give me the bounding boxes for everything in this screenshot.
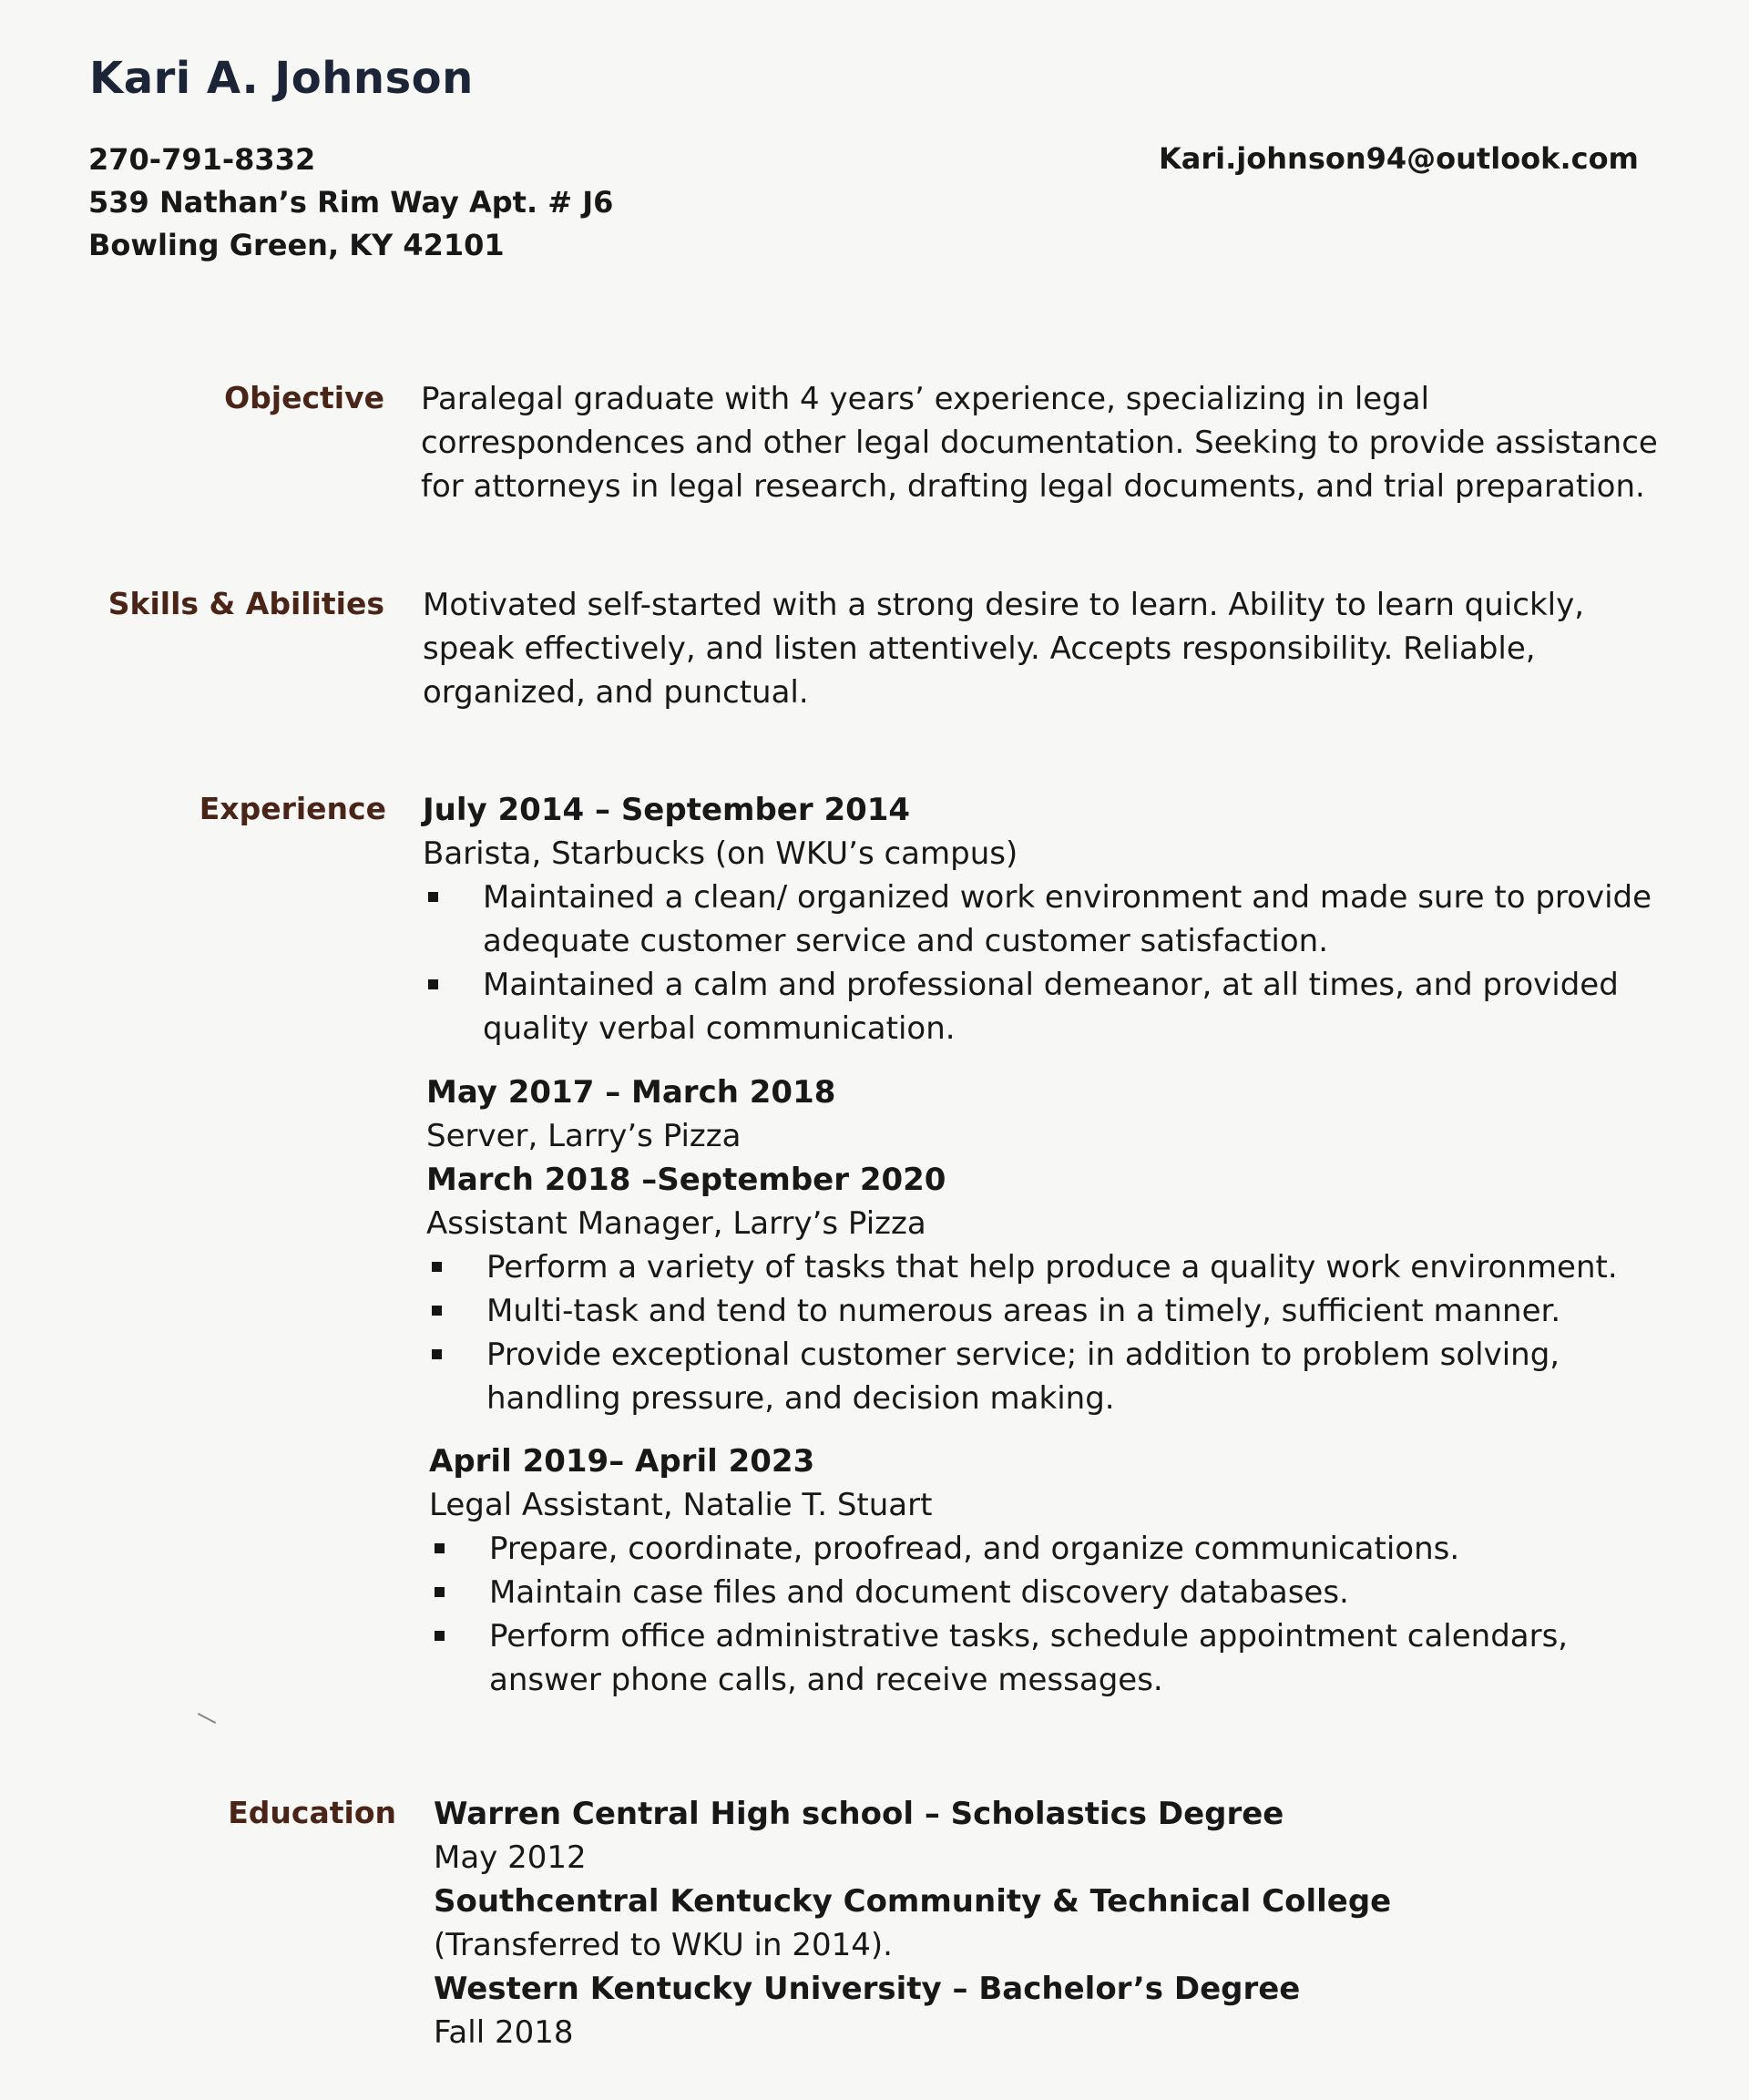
objective-line: correspondences and other legal documentation. Seeking to provide assistance: [421, 425, 1658, 461]
bullet-line: Multi-task and tend to numerous areas in a timely, sufficient manner.: [486, 1293, 1561, 1329]
job-bullet: [423, 876, 1652, 963]
education-school: Warren Central High school – Scholastics Degree: [434, 1796, 1284, 1832]
square-bullet-icon: [435, 1587, 445, 1597]
job-bullet-list: [426, 1245, 1618, 1420]
contact-block: [88, 138, 613, 267]
bullet-line: Provide exceptional customer service; in addition to problem solving,: [486, 1337, 1560, 1373]
job-date: May 2017 – March 2018: [426, 1074, 836, 1111]
square-bullet-icon: [432, 1306, 442, 1316]
job-bullet: [426, 1289, 1618, 1333]
job-entry: [429, 1439, 1568, 1702]
job-bullet-list: [423, 876, 1652, 1050]
scan-artifact: [198, 1713, 216, 1724]
job-date: July 2014 – September 2014: [423, 792, 911, 828]
education-school: Southcentral Kentucky Community & Technical College: [434, 1883, 1392, 1920]
objective-line: Paralegal graduate with 4 years’ experience, specializing in legal: [421, 381, 1430, 417]
experience-label: Experience: [199, 791, 386, 826]
education-detail: May 2012: [434, 1839, 587, 1876]
job-bullet: [423, 963, 1652, 1050]
education-detail: (Transferred to WKU in 2014).: [434, 1927, 893, 1963]
job-title: Legal Assistant, Natalie T. Stuart: [429, 1487, 933, 1523]
education-detail: Fall 2018: [434, 2014, 574, 2051]
education-school: Western Kentucky University – Bachelor’s Degree: [434, 1971, 1301, 2007]
education-label: Education: [228, 1795, 396, 1830]
job-bullet: [426, 1333, 1618, 1420]
candidate-name: Kari A. Johnson: [89, 53, 474, 104]
job-bullet-list: [429, 1527, 1568, 1702]
objective-line: for attorneys in legal research, drafting legal documents, and trial preparation.: [421, 468, 1645, 505]
bullet-line: Maintained a calm and professional demeanor, at all times, and provided: [483, 967, 1619, 1003]
bullet-line: Prepare, coordinate, proofread, and organize communications.: [489, 1531, 1460, 1567]
job-bullet: [429, 1614, 1568, 1702]
square-bullet-icon: [432, 1349, 442, 1359]
job-title: Barista, Starbucks (on WKU’s campus): [423, 835, 1018, 872]
skills-body: [423, 583, 1584, 714]
square-bullet-icon: [428, 892, 438, 902]
objective-label: Objective: [224, 380, 384, 415]
address-line-1: 539 Nathan’s Rim Way Apt. # J6: [88, 185, 614, 220]
job-bullet: [426, 1245, 1618, 1289]
job-bullet: [429, 1571, 1568, 1614]
square-bullet-icon: [435, 1631, 445, 1641]
job-bullet: [429, 1527, 1568, 1571]
bullet-line: Perform office administrative tasks, schedule appointment calendars,: [489, 1618, 1569, 1654]
square-bullet-icon: [428, 979, 438, 989]
phone-number: 270-791-8332: [88, 142, 316, 177]
bullet-line: quality verbal communication.: [483, 1010, 956, 1047]
square-bullet-icon: [435, 1543, 445, 1553]
job-date: April 2019– April 2023: [429, 1443, 815, 1480]
address-line-2: Bowling Green, KY 42101: [88, 228, 505, 262]
skills-line: speak effectively, and listen attentively. Accepts responsibility. Reliable,: [423, 630, 1536, 667]
bullet-line: Maintained a clean/ organized work environment and made sure to provide: [483, 879, 1652, 916]
skills-line: Motivated self-started with a strong desire to learn. Ability to learn quickly,: [423, 587, 1585, 623]
bullet-line: adequate customer service and customer satisfaction.: [483, 923, 1329, 959]
objective-body: [421, 377, 1658, 508]
bullet-line: answer phone calls, and receive messages.: [489, 1662, 1163, 1698]
job-entry: [423, 788, 1652, 1050]
job-title: Server, Larry’s Pizza: [426, 1118, 742, 1154]
bullet-line: Perform a variety of tasks that help produce a quality work environment.: [486, 1249, 1618, 1286]
skills-label: Skills & Abilities: [107, 586, 384, 621]
square-bullet-icon: [432, 1262, 442, 1272]
bullet-line: handling pressure, and decision making.: [486, 1380, 1115, 1417]
email-address: Kari.johnson94@outlook.com: [1159, 141, 1639, 176]
skills-line: organized, and punctual.: [423, 674, 809, 711]
job-entry: [426, 1070, 1618, 1420]
job-date: March 2018 –September 2020: [426, 1162, 946, 1198]
bullet-line: Maintain case files and document discovery databases.: [489, 1574, 1349, 1611]
education-body: [434, 1792, 1391, 2054]
job-title: Assistant Manager, Larry’s Pizza: [426, 1205, 926, 1242]
